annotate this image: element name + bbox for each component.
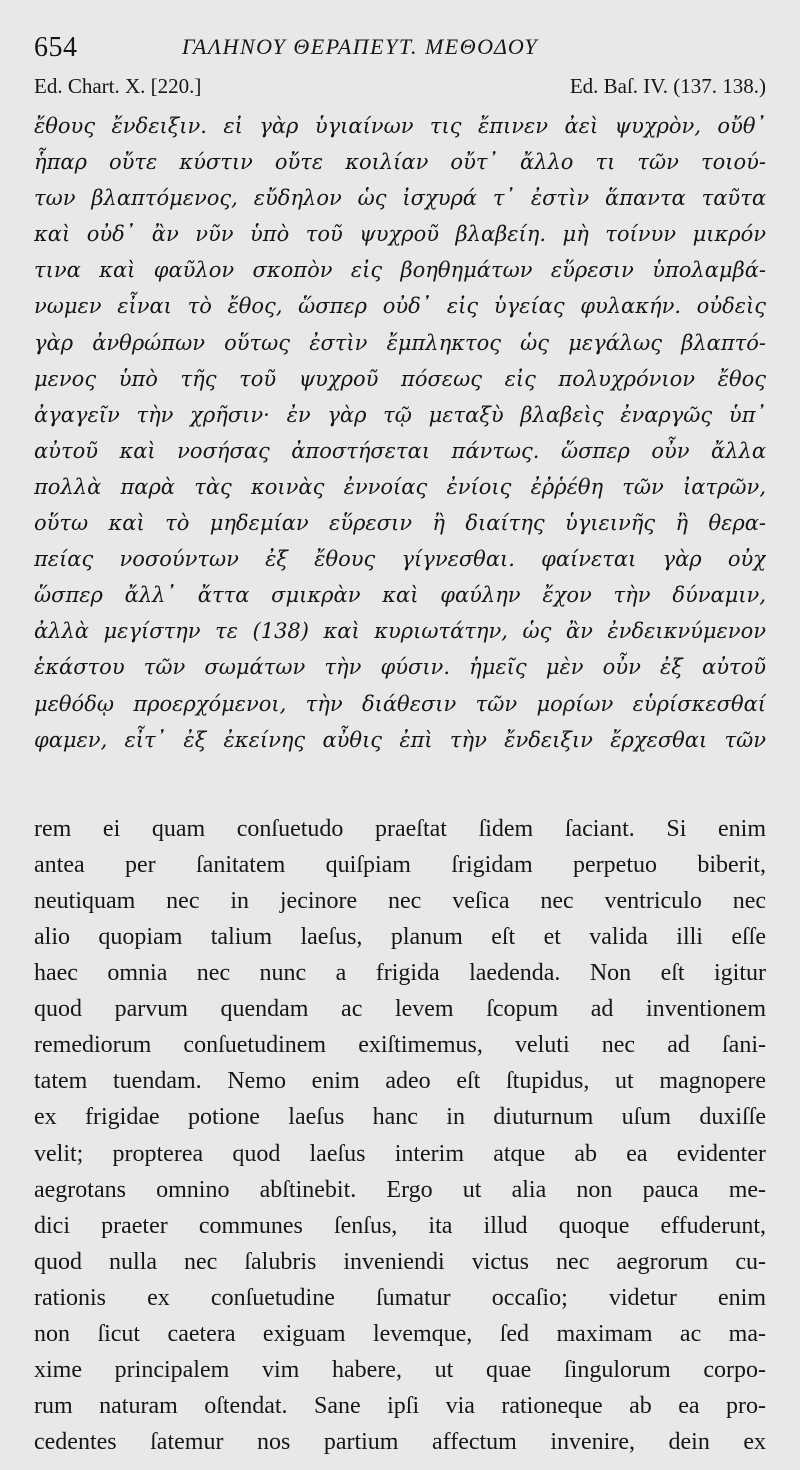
latin-text-line: rem ei quam conſuetudo praeſtat ſidem ſaciant. Si enim	[34, 815, 766, 842]
latin-text-line: velit; propterea quod laeſus interim atque ab ea evidenter	[34, 1140, 766, 1167]
edition-references	[34, 74, 766, 104]
latin-text-line: rum naturam oſtendat. Sane ipſi via rationeque ab ea pro-	[34, 1393, 766, 1420]
greek-text-line: καὶ οὐδ᾽ ἂν νῦν ὑπὸ τοῦ ψυχροῦ βλαβείη. μὴ τοίνυν μικρόν	[34, 222, 766, 247]
edition-chartier-reference: Ed. Chart. X. [220.]	[34, 74, 202, 98]
latin-text-line: antea per ſanitatem quiſpiam ſrigidam perpetuo biberit,	[34, 851, 766, 878]
latin-text-line: ex frigidae potione laeſus hanc in diuturnum uſum duxiſſe	[34, 1104, 766, 1131]
greek-text-line: ἀλλὰ μεγίστην τε (138) καὶ κυριωτάτην, ὡς ἂν ἐνδεικνύμενον	[34, 619, 766, 644]
latin-text-line: haec omnia nec nunc a frigida laedenda. Non eſt igitur	[34, 960, 766, 987]
greek-text-line: μεθόδῳ προερχόμενοι, τὴν διάθεσιν τῶν μορίων εὑρίσκεσθαί	[34, 691, 766, 716]
greek-text-line: πολλὰ παρὰ τὰς κοινὰς ἐννοίας ἐνίοις ἐῤῥέθη τῶν ἰατρῶν,	[34, 474, 766, 499]
greek-text-line: τινα καὶ φαῦλον σκοπὸν εἰς βοηθημάτων εὕρεσιν ὑπολαμβά-	[34, 258, 766, 283]
greek-text-line: ἧπαρ οὔτε κύστιν οὔτε κοιλίαν οὔτ᾽ ἄλλο τι τῶν τοιού-	[34, 150, 766, 175]
latin-text-line: remediorum conſuetudinem exiſtimemus, veluti nec ad ſani-	[34, 1032, 766, 1059]
latin-text-line: neutiquam nec in jecinore nec veſica nec ventriculo nec	[34, 887, 766, 914]
latin-text-line: rationis ex conſuetudine ſumatur occaſio; videtur enim	[34, 1284, 766, 1311]
latin-text-line: dici praeter communes ſenſus, ita illud quoque effuderunt,	[34, 1212, 766, 1239]
greek-text-line: ἑκάστου τῶν σωμάτων τὴν φύσιν. ἡμεῖς μὲν οὖν ἐξ αὐτοῦ	[34, 655, 766, 680]
latin-text-block	[34, 811, 766, 1461]
greek-text-line: ἀγαγεῖν τὴν χρῆσιν· ἐν γὰρ τῷ μεταξὺ βλαβεὶς ἐναργῶς ὑπ᾽	[34, 402, 766, 427]
latin-text-line: non ſicut caetera exiguam levemque, ſed maximam ac ma-	[34, 1321, 766, 1347]
greek-text-block	[34, 108, 766, 758]
latin-text-line: cedentes ſatemur nos partium affectum invenire, dein ex	[34, 1429, 766, 1456]
greek-text-line: ὥσπερ ἄλλ᾽ ἄττα σμικρὰν καὶ φαύλην ἔχον τὴν δύναμιν,	[34, 583, 766, 608]
greek-text-line: οὕτω καὶ τὸ μηδεμίαν εὕρεσιν ἢ διαίτης ὑγιεινῆς ἢ θερα-	[34, 511, 766, 536]
latin-text-line: xime principalem vim habere, ut quae ſingulorum corpo-	[34, 1357, 766, 1384]
greek-text-line: φαμεν, εἶτ᾽ ἐξ ἐκείνης αὖθις ἐπὶ τὴν ἔνδειξιν ἔρχεσθαι τῶν	[34, 727, 766, 752]
latin-text-line: quod parvum quendam ac levem ſcopum ad inventionem	[34, 996, 766, 1023]
page-header	[34, 28, 766, 68]
greek-text-line: ἔθους ἔνδειξιν. εἰ γὰρ ὑγιαίνων τις ἔπινεν ἀεὶ ψυχρὸν, οὔθ᾽	[34, 114, 766, 138]
greek-text-line: γὰρ ἀνθρώπων οὕτως ἐστὶν ἔμπληκτος ὡς μεγάλως βλαπτό-	[34, 330, 766, 355]
edition-basel-reference: Ed. Baſ. IV. (137. 138.)	[569, 74, 766, 98]
greek-text-line: αὐτοῦ καὶ νοσήσας ἀποστήσεται πάντως. ὥσπερ οὖν ἄλλα	[34, 438, 766, 463]
running-title: ΓΑΛΗΝΟΥ ΘΕΡΑΠΕΥΤ. ΜΕΘΟΔΟΥ	[182, 34, 539, 59]
latin-text-line: tatem tuendam. Nemo enim adeo eſt ſtupidus, ut magnopere	[34, 1068, 766, 1095]
page-number: 654	[34, 32, 78, 63]
latin-text-line: aegrotans omnino abſtinebit. Ergo ut alia non pauca me-	[34, 1176, 766, 1203]
greek-text-line: πείας νοσούντων ἐξ ἔθους γίγνεσθαι. φαίνεται γὰρ οὐχ	[34, 547, 766, 572]
greek-text-line: μενος ὑπὸ τῆς τοῦ ψυχροῦ πόσεως εἰς πολυχρόνιον ἔθος	[34, 366, 766, 391]
greek-text-line: νωμεν εἶναι τὸ ἔθος, ὥσπερ οὐδ᾽ εἰς ὑγείας φυλακήν. οὐδεὶς	[34, 294, 766, 319]
latin-text-line: alio quopiam talium laeſus, planum eſt et valida illi eſſe	[34, 923, 766, 950]
latin-text-line: quod nulla nec ſalubris inveniendi victus nec aegrorum cu-	[34, 1248, 766, 1275]
greek-text-line: των βλαπτόμενος, εὔδηλον ὡς ἰσχυρά τ᾽ ἐστὶν ἅπαντα ταῦτα	[34, 186, 766, 211]
